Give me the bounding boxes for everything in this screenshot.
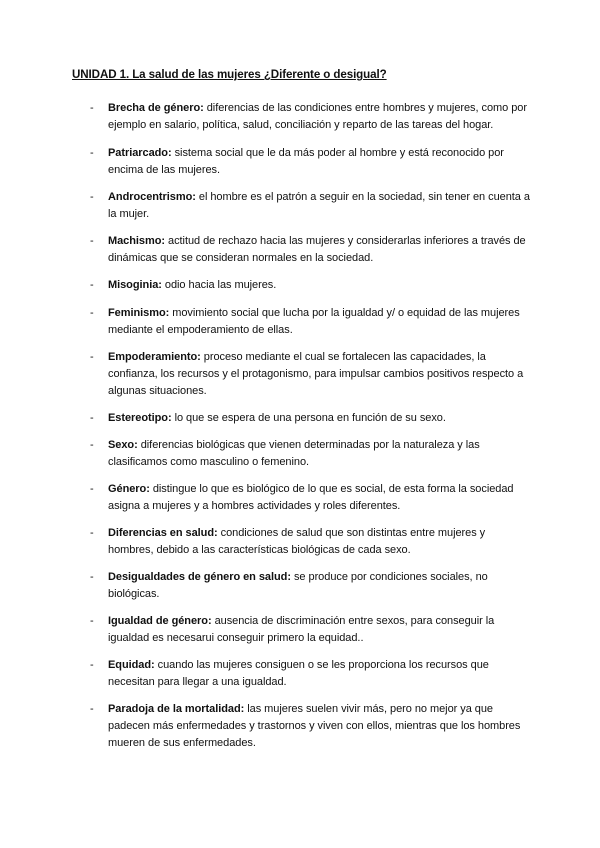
bullet-dash: - (90, 147, 94, 159)
bullet-dash: - (90, 439, 94, 451)
bullet-dash: - (90, 527, 94, 539)
bullet-dash: - (90, 235, 94, 247)
term-definition: el hombre es el patrón a seguir en la sociedad, sin tener en cuenta a la mujer. (108, 191, 530, 221)
term-label: Sexo: (108, 439, 138, 451)
document-title: UNIDAD 1. La salud de las mujeres ¿Diferente o desigual? (72, 68, 387, 81)
term-definition: movimiento social que lucha por la igualdad y/ o equidad de las mujeres mediante el empoderamiento de ellas. (108, 307, 520, 337)
term-label: Androcentrismo: (108, 191, 196, 203)
bullet-dash: - (90, 483, 94, 495)
bullet-dash: - (90, 279, 94, 291)
bullet-dash: - (90, 102, 94, 114)
term-label: Feminismo: (108, 307, 170, 319)
bullet-dash: - (90, 412, 94, 424)
term-definition: sistema social que le da más poder al hombre y está reconocido por encima de las mujeres. (108, 147, 504, 177)
term-definition: cuando las mujeres consiguen o se les proporciona los recursos que necesitan para llegar a una igualdad. (108, 659, 489, 689)
bullet-dash: - (90, 615, 94, 627)
term-label: Género: (108, 483, 150, 495)
term-label: Patriarcado: (108, 147, 172, 159)
term-definition: actitud de rechazo hacia las mujeres y considerarlas inferiores a través de dinámicas que se consideran normales en la sociedad. (108, 235, 526, 265)
term-definition: distingue lo que es biológico de lo que es social, de esta forma la sociedad asigna a mujeres y a hombres actividades y roles diferentes. (108, 483, 514, 513)
term-label: Diferencias en salud: (108, 527, 218, 539)
term-label: Brecha de género: (108, 102, 204, 114)
term-definition: lo que se espera de una persona en función de su sexo. (171, 412, 446, 424)
term-label: Estereotipo: (108, 412, 172, 424)
term-label: Desigualdades de género en salud: (108, 571, 291, 583)
term-label: Igualdad de género: (108, 615, 212, 627)
term-definition: condiciones de salud que son distintas entre mujeres y hombres, debido a las características biológicas de cada sexo. (108, 527, 486, 557)
term-definition: diferencias de las condiciones entre hombres y mujeres, como por ejemplo en salario, política, salud, conciliación y reparto de las tareas del hogar. (108, 102, 527, 132)
term-definition: las mujeres suelen vivir más, pero no mejor ya que padecen más enfermedades y trastornos y viven con ellos, mientras que los hombres mueren de sus enfermedades. (108, 703, 521, 750)
term-definition: odio hacia las mujeres. (161, 279, 277, 291)
term-label: Misoginia: (108, 279, 162, 291)
term-label: Paradoja de la mortalidad: (108, 703, 245, 715)
bullet-dash: - (90, 351, 94, 363)
bullet-dash: - (90, 659, 94, 671)
term-definition: se produce por condiciones sociales, no biológicas. (108, 571, 488, 601)
term-label: Equidad: (108, 659, 155, 671)
bullet-dash: - (90, 703, 94, 715)
term-label: Empoderamiento: (108, 351, 201, 363)
term-definition: ausencia de discriminación entre sexos, para conseguir la igualdad es necesarui conseguir primero la equidad.. (108, 615, 495, 645)
term-definition: diferencias biológicas que vienen determinadas por la naturaleza y las clasificamos como masculino o femenino. (108, 439, 480, 469)
bullet-dash: - (90, 191, 94, 203)
term-label: Machismo: (108, 235, 166, 247)
bullet-dash: - (90, 307, 94, 319)
bullet-dash: - (90, 571, 94, 583)
term-definition: proceso mediante el cual se fortalecen las capacidades, la confianza, los recursos y el protagonismo, para impulsar cambios positivos respecto a algunas situaciones. (108, 351, 524, 398)
